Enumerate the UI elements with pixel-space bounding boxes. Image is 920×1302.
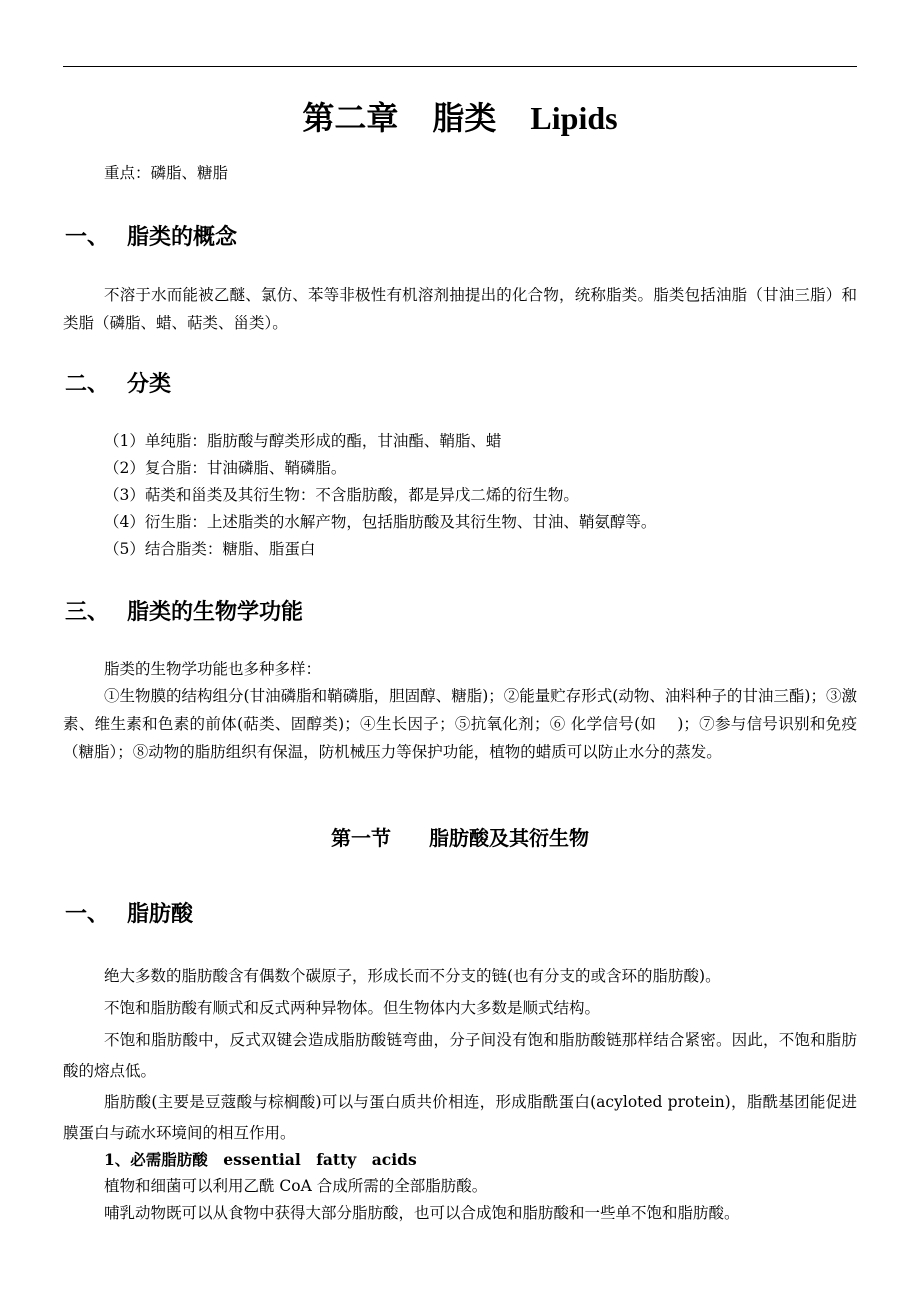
fatty-acid-p5: 植物和细菌可以利用乙酰 CoA 合成所需的全部脂肪酸。	[104, 1177, 488, 1195]
part1-heading	[0, 822, 920, 851]
section3-intro: 脂类的生物学功能也多种多样：	[104, 660, 322, 678]
fatty-acid-p1: 绝大多数的脂肪酸含有偶数个碳原子，形成长而不分支的链(也有分支的或含环的脂肪酸)。	[104, 967, 721, 985]
section3-num: 三、	[65, 600, 110, 625]
section1-num: 一、	[65, 225, 110, 250]
fatty-acid-p4: 脂肪酸(主要是豆蔻酸与棕榈酸)可以与蛋白质共价相连，形成脂酰蛋白(acyloted protein)，脂酰基团能促进膜蛋白与疏水环境间的相互作用。	[63, 1093, 857, 1142]
section2-num: 二、	[65, 372, 110, 397]
part1-label: 第一节	[331, 826, 391, 850]
fatty-acid-num: 一、	[65, 902, 110, 927]
chapter-title	[0, 93, 920, 139]
fatty-acid-heading	[65, 897, 193, 928]
fatty-acid-p2: 不饱和脂肪酸有顺式和反式两种异物体。但生物体内大多数是顺式结构。	[104, 999, 601, 1017]
header-rule	[63, 66, 857, 67]
fatty-acid-title: 脂肪酸	[127, 902, 194, 927]
classification-item-2: （2）复合脂：甘油磷脂、鞘磷脂。	[104, 459, 347, 477]
section2-heading	[65, 367, 171, 398]
classification-item-4: （4）衍生脂：上述脂类的水解产物，包括脂肪酸及其衍生物、甘油、鞘氨醇等。	[104, 513, 657, 531]
section3-body: ①生物膜的结构组分(甘油磷脂和鞘磷脂，胆固醇、糖脂)；②能量贮存形式(动物、油料种子的甘油三酯)；③激素、维生素和色素的前体(萜类、固醇类)；④生长因子；⑤抗氧化剂；⑥ 化学信号(如 )；⑦参与信号识别和免疫（糖脂）；⑧动物的脂肪组织有保温，防机械压力等保护功能，植物的蜡质可以防止水分的蒸发。	[63, 687, 857, 761]
classification-item-3: （3）萜类和甾类及其衍生物：不含脂肪酸，都是异戊二烯的衍生物。	[104, 486, 579, 504]
chapter-latin: Lipids	[530, 100, 618, 136]
section3-heading	[65, 595, 303, 626]
classification-item-5: （5）结合脂类：糖脂、脂蛋白	[104, 540, 316, 558]
chapter-number: 第二章	[302, 99, 399, 137]
classification-item-1: （1）单纯脂：脂肪酸与醇类形成的酯，甘油酯、鞘脂、蜡	[104, 432, 502, 450]
section3-title: 脂类的生物学功能	[127, 600, 304, 625]
fatty-acid-p6: 哺乳动物既可以从食物中获得大部分脂肪酸，也可以合成饱和脂肪酸和一些单不饱和脂肪酸。	[104, 1204, 740, 1222]
section1-body: 不溶于水而能被乙醚、氯仿、苯等非极性有机溶剂抽提出的化合物，统称脂类。脂类包括油脂（甘油三脂）和类脂（磷脂、蜡、萜类、甾类）。	[63, 286, 857, 332]
fatty-acid-p3: 不饱和脂肪酸中，反式双键会造成脂肪酸链弯曲，分子间没有饱和脂肪酸链那样结合紧密。因此，不饱和脂肪酸的熔点低。	[63, 1031, 857, 1080]
section1-heading	[65, 220, 237, 251]
chapter-topic: 脂类	[432, 99, 497, 137]
section2-title: 分类	[127, 372, 172, 397]
section1-title: 脂类的概念	[127, 225, 238, 250]
essential-fatty-acids-heading: 1、必需脂肪酸 essential fatty acids	[104, 1150, 417, 1169]
part1-title: 脂肪酸及其衍生物	[429, 826, 589, 850]
key-points: 重点：磷脂、糖脂	[104, 164, 229, 182]
